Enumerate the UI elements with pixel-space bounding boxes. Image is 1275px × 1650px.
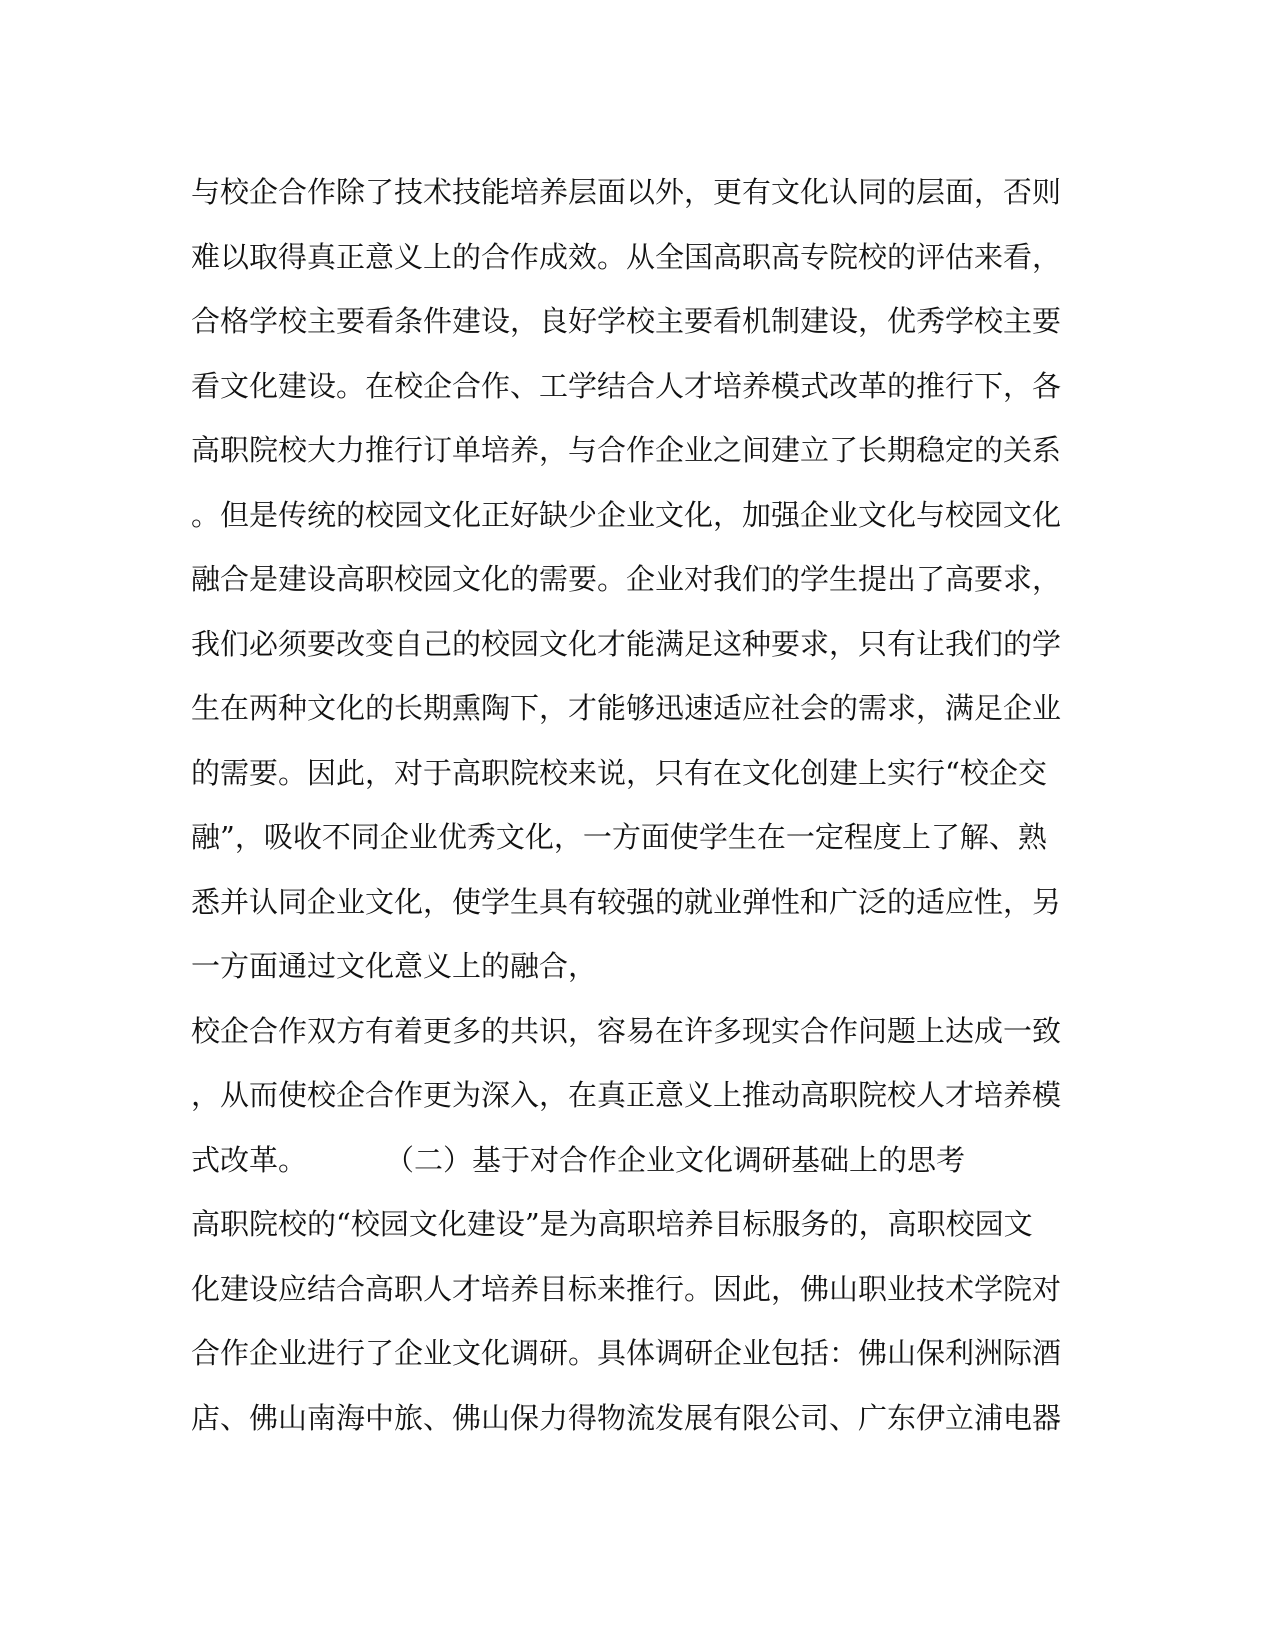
text-line: 。但是传统的校园文化正好缺少企业文化，加强企业文化与校园文化: [191, 497, 1062, 532]
text-line: 店、佛山南海中旅、佛山保力得物流发展有限公司、广东伊立浦电器: [191, 1400, 1062, 1435]
text-line: 与校企合作除了技术技能培养层面以外，更有文化认同的层面，否则: [191, 175, 1062, 209]
section-heading: （二）基于对合作企业文化调研基础上的思考: [385, 1142, 966, 1177]
text-line: 融”，吸收不同企业优秀文化，一方面使学生在一定程度上了解、熟: [191, 820, 1047, 854]
text-line-with-heading: [191, 1128, 1071, 1193]
text-line: 我们必须要改变自己的校园文化才能满足这种要求，只有让我们的学: [191, 626, 1062, 661]
text-line: 校企合作双方有着更多的共识，容易在许多现实合作问题上达成一致: [191, 1013, 1062, 1048]
text-line: 一方面通过文化意义上的融合，: [191, 949, 598, 983]
text-line: 生在两种文化的长期熏陶下，才能够迅速适应社会的需求，满足企业: [191, 691, 1062, 725]
text-line: 融合是建设高职校园文化的需要。企业对我们的学生提出了高要求，: [191, 562, 1062, 596]
text-line: 难以取得真正意义上的合作成效。从全国高职高专院校的评估来看，: [191, 239, 1062, 274]
paragraph-end-text: 式改革。: [191, 1142, 308, 1177]
text-line: 高职院校的“校园文化建设”是为高职培养目标服务的，高职校园文: [191, 1207, 1033, 1241]
text-line: 悉并认同企业文化，使学生具有较强的就业弹性和广泛的适应性，另: [191, 884, 1062, 919]
text-line: 看文化建设。在校企合作、工学结合人才培养模式改革的推行下，各: [191, 368, 1062, 403]
text-line: 的需要。因此，对于高职院校来说，只有在文化创建上实行“校企交: [191, 755, 1047, 790]
body-text: [191, 160, 1071, 1450]
text-line: 合作企业进行了企业文化调研。具体调研企业包括：佛山保利洲际酒: [191, 1336, 1062, 1370]
text-line: 化建设应结合高职人才培养目标来推行。因此，佛山职业技术学院对: [191, 1271, 1062, 1306]
text-line: ，从而使校企合作更为深入，在真正意义上推动高职院校人才培养模: [191, 1078, 1062, 1112]
text-line: 高职院校大力推行订单培养，与合作企业之间建立了长期稳定的关系: [191, 433, 1062, 467]
text-line: 合格学校主要看条件建设，良好学校主要看机制建设，优秀学校主要: [191, 304, 1062, 338]
